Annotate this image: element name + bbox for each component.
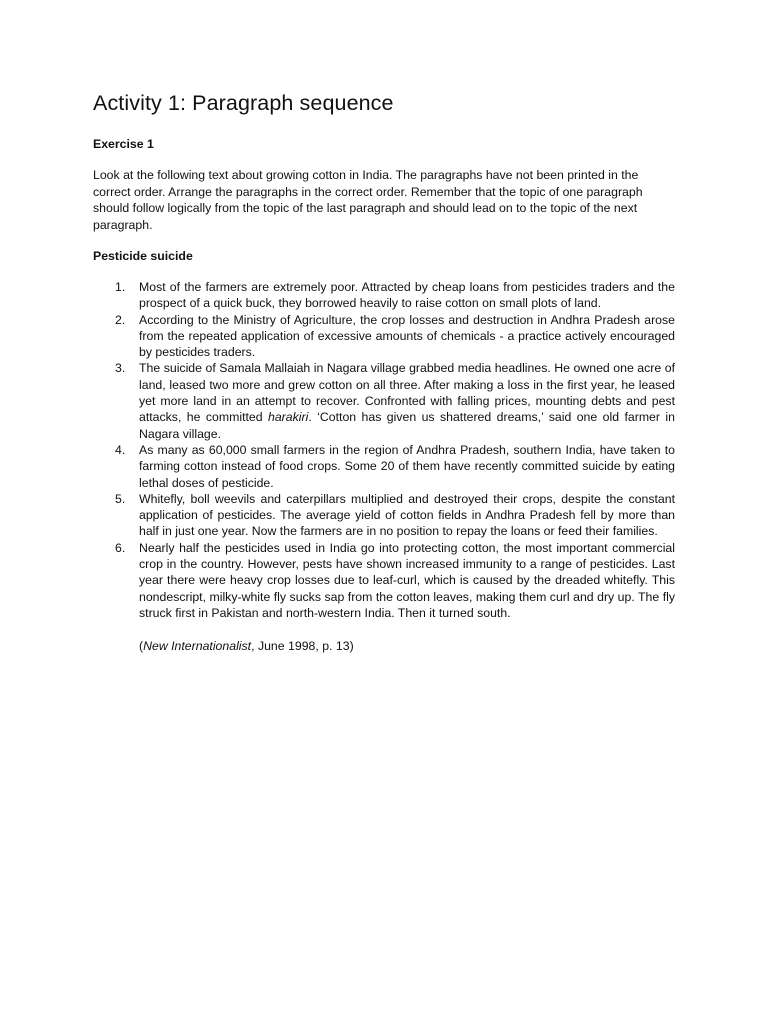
list-item-text xyxy=(139,361,675,440)
citation-details: , June 1998, p. 13) xyxy=(251,639,354,654)
page-title: Activity 1: Paragraph sequence xyxy=(93,91,394,115)
list-item-text: According to the Ministry of Agriculture, the crop losses and destruction in Andhra Pradesh arose from the repeated application of excessive amounts of chemicals - a practice actively encouraged by pesticides traders. xyxy=(139,312,675,360)
list-item xyxy=(93,540,675,621)
list-item xyxy=(93,491,675,540)
citation xyxy=(139,638,675,654)
list-item-text: Whitefly, boll weevils and caterpillars multiplied and destroyed their crops, despite the constant application of pesticides. The average yield of cotton fields in Andhra Pradesh fell by more than half in just one year. Now the farmers are in no position to repay the loans or feed their families. xyxy=(139,491,675,539)
list-item xyxy=(93,279,675,312)
intro-paragraph: Look at the following text about growing cotton in India. The paragraphs have not been printed in the correct order. Arrange the paragraphs in the correct order. Remember that the topic of one paragraph should follow logically from the topic of the last paragraph and should lead on to the topic of the next paragraph. xyxy=(93,168,643,232)
list-item-text: As many as 60,000 small farmers in the region of Andhra Pradesh, southern India, have taken to farming cotton instead of food crops. Some 20 of them have recently committed suicide by eating lethal doses of pesticide. xyxy=(139,442,675,490)
exercise-heading: Exercise 1 xyxy=(93,137,154,151)
list-item-text-part: . ‘Cotton has given us shattered dreams,’ said one old farmer in Nagara village. xyxy=(139,410,675,441)
list-item-number: 3. xyxy=(115,361,126,376)
list-item-number: 1. xyxy=(115,280,126,294)
citation-source: New Internationalist xyxy=(143,639,252,654)
list-item-number: 6. xyxy=(115,540,126,555)
document-page xyxy=(93,88,675,654)
list-item-text-part: The suicide of Samala Mallaiah in Nagara village grabbed media headlines. He owned one acre of land, leased two more and grew cotton on all three. After making a loss in the first year, he leased yet more land in an attempt to recover. Confronted with falling prices, mounting debts and pest attacks, he committed xyxy=(139,361,675,425)
list-item-number: 4. xyxy=(115,442,126,457)
citation-open: ( xyxy=(139,639,144,654)
list-item xyxy=(93,312,675,361)
list-item-number: 2. xyxy=(115,312,126,327)
italic-term: harakiri xyxy=(268,410,309,425)
list-item-text: Most of the farmers are extremely poor. Attracted by cheap loans from pesticides traders and the prospect of a quick buck, they borrowed heavily to raise cotton on small plots of land. xyxy=(139,280,675,311)
list-item-number: 5. xyxy=(115,491,126,506)
list-item-text: Nearly half the pesticides used in India go into protecting cotton, the most important commercial crop in the country. However, pests have shown increased immunity to a range of pesticides. Last year there were heavy crop losses due to leaf-curl, which is caused by the dreaded whitefly. This nondescript, milky-white fly sucks sap from the cotton leaves, making them curl and dry up. The fly struck first in Pakistan and north-western India. Then it turned south. xyxy=(139,540,675,620)
list-item xyxy=(93,360,675,441)
list-item xyxy=(93,442,675,491)
paragraph-list xyxy=(93,279,675,621)
article-title: Pesticide suicide xyxy=(93,249,193,263)
